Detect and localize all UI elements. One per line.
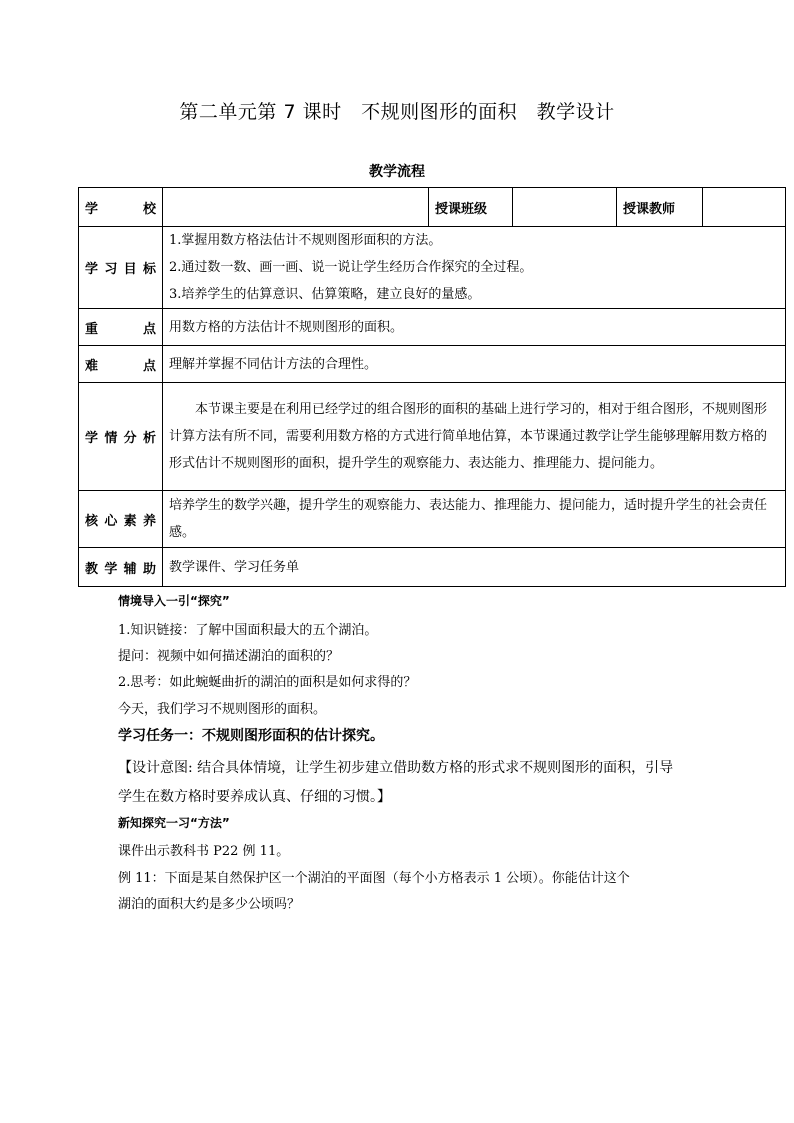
goal-item: 3.培养学生的估算意识、估算策略，建立良好的量感。 xyxy=(169,287,481,302)
example-question: 例 11：下面是某自然保护区一个湖泊的平面图（每个小方格表示 1 公顷）。你能估计这个 xyxy=(118,871,630,886)
core-value: 培养学生的数学兴趣，提升学生的观察能力、表达能力、推理能力、提问能力，适时提升学生的社会责任感。 xyxy=(163,491,786,548)
design-intent: 【设计意图: 结合具体情境，让学生初步建立借助数方格的形式求不规则图形的面积，引导 xyxy=(118,760,674,776)
goal-list xyxy=(163,227,786,309)
body-line: 提问：视频中如何描述湖泊的面积的？ xyxy=(118,649,340,664)
section-subtitle: 教学流程 xyxy=(369,164,425,180)
analysis-value: 本节课主要是在利用已经学过的组合图形的面积的基础上进行学习的，相对于组合图形，不规则图形计算方法有所不同，需要利用数方格的方式进行简单地估算，本节课通过教学让学生能够理解用数方格的形式估计不规则图形的面积，提升学生的观察能力、表达能力、推理能力、提问能力。 xyxy=(163,383,786,491)
core-label: 核心素养 xyxy=(79,491,163,548)
key-label: 重 点 xyxy=(79,309,163,346)
teacher-value xyxy=(703,188,786,227)
analysis-label: 学情分析 xyxy=(79,383,163,491)
body-line: 1.知识链接：了解中国面积最大的五个湖泊。 xyxy=(118,623,378,638)
table-row-teaching-aids xyxy=(79,548,786,587)
section-heading-method: 新知探究一习“方法” xyxy=(118,816,230,830)
goal-item: 1.掌握用数方格法估计不规则图形面积的方法。 xyxy=(169,233,442,248)
goal-label: 学习目标 xyxy=(79,227,163,309)
class-value xyxy=(513,188,617,227)
body-line: 2.思考：如此蜿蜒曲折的湖泊的面积是如何求得的？ xyxy=(118,675,417,690)
table-row-core-literacy xyxy=(79,491,786,548)
body-line: 课件出示教科书 P22 例 11。 xyxy=(118,844,290,859)
school-value xyxy=(163,188,429,227)
task-heading: 学习任务一：不规则图形面积的估计探究。 xyxy=(118,728,384,744)
section-heading-intro: 情境导入一引“探究” xyxy=(118,594,230,608)
table-row-goals xyxy=(79,227,786,309)
school-label: 学 校 xyxy=(79,188,163,227)
aid-value: 教学课件、学习任务单 xyxy=(163,548,786,587)
document-title: 第二单元第 7 课时 不规则图形的面积 教学设计 xyxy=(179,101,615,123)
lesson-plan-table xyxy=(78,187,786,587)
example-question-cont: 湖泊的面积大约是多少公顷吗？ xyxy=(118,897,301,912)
table-row-key-point xyxy=(79,309,786,346)
table-row-analysis xyxy=(79,383,786,491)
class-label: 授课班级 xyxy=(429,188,513,227)
difficulty-value: 理解并掌握不同估计方法的合理性。 xyxy=(163,346,786,383)
difficulty-label: 难 点 xyxy=(79,346,163,383)
body-line: 今天，我们学习不规则图形的面积。 xyxy=(118,702,327,717)
table-row-header xyxy=(79,188,786,227)
table-row-difficulty xyxy=(79,346,786,383)
teacher-label: 授课教师 xyxy=(617,188,703,227)
aid-label: 教学辅助 xyxy=(79,548,163,587)
key-value: 用数方格的方法估计不规则图形的面积。 xyxy=(163,309,786,346)
goal-item: 2.通过数一数、画一画、说一说让学生经历合作探究的全过程。 xyxy=(169,260,533,275)
design-intent-cont: 学生在数方格时要养成认真、仔细的习惯。】 xyxy=(118,789,391,805)
